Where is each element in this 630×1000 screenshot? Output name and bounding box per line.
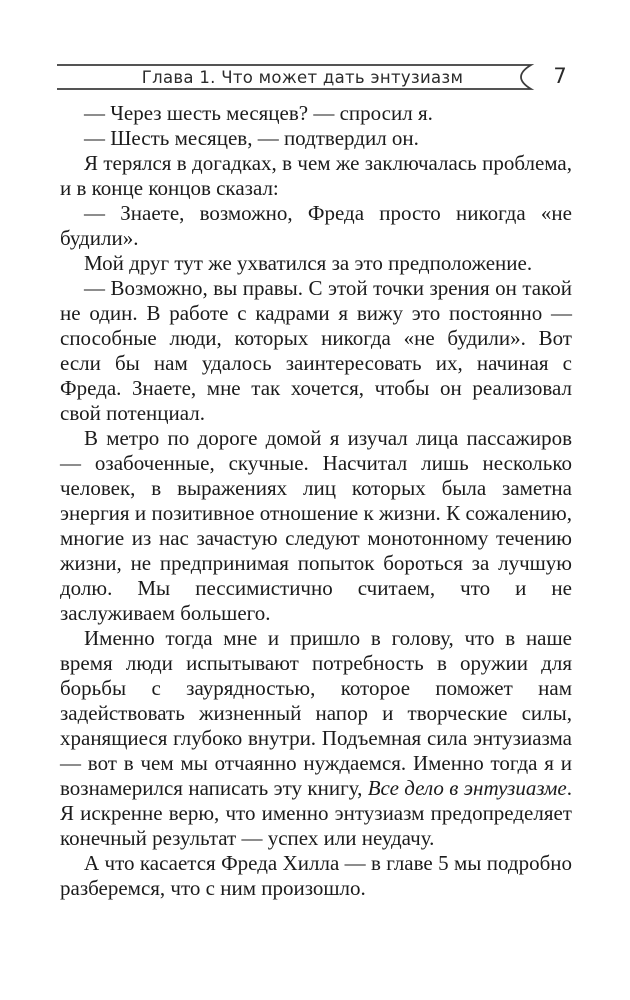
page-body <box>60 101 572 901</box>
page-header <box>57 63 572 91</box>
header-rule <box>57 63 548 91</box>
paragraph <box>60 276 572 426</box>
text-segment: А что касается Фреда Хилла — в главе 5 мы подробно разберемся, что с ним произошло. <box>60 851 572 900</box>
text-segment: . Я искренне верю, что именно энтузиазм предопределяет конечный результат — успех или неудачу. <box>60 776 572 850</box>
chapter-title: Глава 1. Что может дать энтузиазм <box>141 67 464 87</box>
text-segment: Мой друг тут же ухватился за это предположение. <box>84 251 533 275</box>
text-segment: В метро по дороге домой я изучал лица пассажиров — озабоченные, скучные. Насчитал лишь несколько человек, в выражениях лиц которых была заметна энергия и позитивное отношение к жизни. К сожалению, многие из нас зачастую следуют монотонному течению жизни, не предпринимая попыток бороться за лучшую долю. Мы пессимистично считаем, что и не заслуживаем большего. <box>60 426 572 625</box>
text-segment: Я терялся в догадках, в чем же заключалась проблема, и в конце концов сказал: <box>60 151 572 200</box>
book-title-italic: Все дело в энтузиазме <box>367 776 567 800</box>
paragraph <box>60 251 572 276</box>
text-segment: — Возможно, вы правы. С этой точки зрения он такой не один. В работе с кадрами я вижу это постоянно — способные люди, которых никогда «не будили». Вот если бы нам удалось заинтересовать их, начиная с Фреда. Знаете, мне так хочется, чтобы он реализовал свой потенциал. <box>60 276 572 425</box>
text-segment: — Через шесть месяцев? — спросил я. <box>84 101 433 125</box>
paragraph <box>60 101 572 126</box>
text-segment: — Знаете, возможно, Фреда просто никогда «не будили». <box>60 201 572 250</box>
paragraph <box>60 151 572 201</box>
paragraph <box>60 626 572 851</box>
page-number: 7 <box>553 64 567 88</box>
paragraph <box>60 201 572 251</box>
text-segment: — Шесть месяцев, — подтвердил он. <box>84 126 419 150</box>
paragraph <box>60 126 572 151</box>
paragraph <box>60 426 572 626</box>
text-segment: Именно тогда мне и пришло в голову, что в наше время люди испытывают потребность в оружии для борьбы с заурядностью, которое поможет нам задействовать жизненный напор и творческие силы, хранящиеся глубоко внутри. Подъемная сила энтузиазма — вот в чем мы отчаянно нуждаемся. Именно тогда я и вознамерился написать эту книгу, <box>60 626 572 800</box>
paragraph <box>60 851 572 901</box>
